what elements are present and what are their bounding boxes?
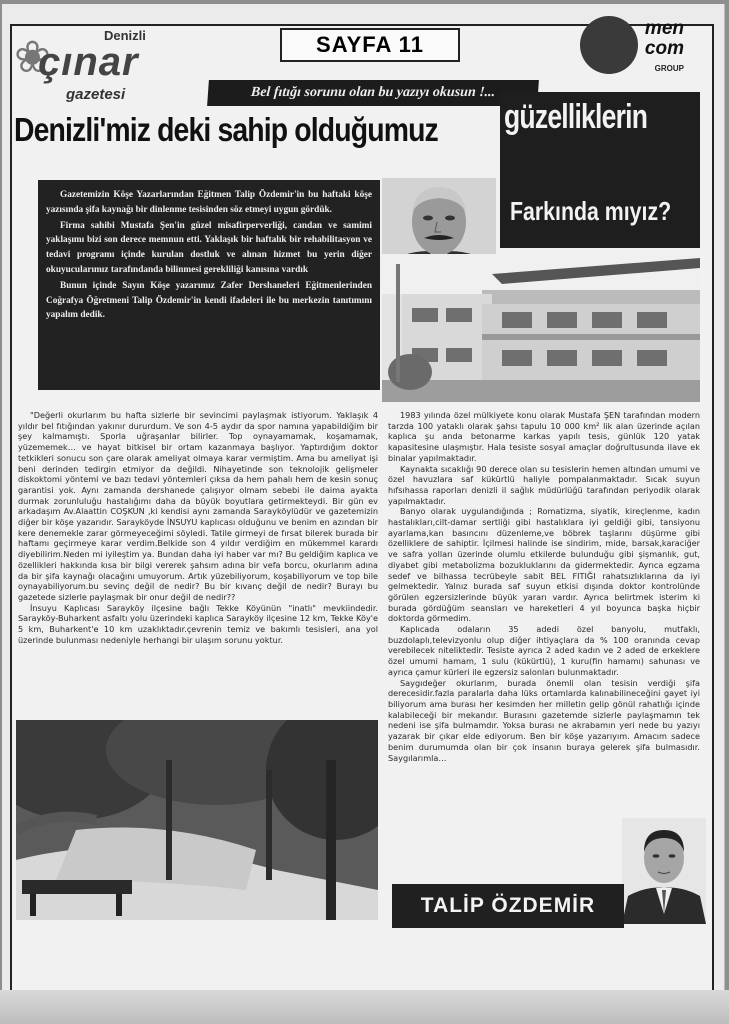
article-paragraph: 1983 yılında özel mülkiyete konu olarak Mustafa ŞEN tarafından modern tarzda 100 yataklı olarak şahsı tapulu 10 000 km² lik alan üzerinde açılan kaplıca şu anda betonarme karkas yapılı tesis, günlük 120 yatak kapasitesine ulaşmıştır. Hala tesiste sosyal amaçlar doğrultusunda ilave ek binalar yapılmaktadır. xyxy=(388,410,700,463)
article-paragraph: İnsuyu Kaplıcası Sarayköy ilçesine bağlı Tekke Köyünün "inatlı" mevkiindedir. Sarayköy-Buharkent asfaltı yolu üzerindeki kaplıca Sarayköy ilçesine 12 km, Tekke Köy'e 5 km, Buharkent'e 10 km uzaklıktadır.çevrenin temiz ve bakımlı tesisleri, ana yol üzerinde bulunması nedeniyle herhangi bir ulaşım sorunu yoktur. xyxy=(18,602,378,645)
mencom-logo xyxy=(580,16,690,76)
intro-paragraph: Bunun içinde Sayın Köşe yazarımız Zafer Dershaneleri Eğitmenlerinden Coğrafya Öğretmeni Talip Özdemir'in kendi ifadeleri ile bu merkezin tanıtımını yapalım dedik. xyxy=(46,280,372,321)
brand-line-3: GROUP xyxy=(654,64,684,73)
article-paragraph: Kaynakta sıcaklığı 90 derece olan su tesislerin hemen altından umumi ve özel havuzlara saf kükürtlü haliyle pompalanmaktadır. Sıcak suyun hıfsıhassa raporları denizli il sağlık müdürlüğü tarafından periyodik olarak yapılmaktadır. xyxy=(388,463,700,506)
author-portrait-photo xyxy=(622,818,706,924)
garden-photo xyxy=(16,720,378,920)
article-paragraph: Saygıdeğer okurlarım, burada önemli olan tesisin verdiği şifa derecesidir.fazla paralarla daha lüks ortamlarda kalınabilineceğini gayet iyi biliyorum ama burası her kesimden her milletin gelip gönül rahatlığı içinde kalabileceği bir mekandır. Burasını gazetemde sizlerle paylaşmamın tek nedeni ise şifa bulmamdır. Yoksa burası ne akrabamın yeri nede bu yazıyı yazarak bir çıkar elde ediyorum. Ben bir köşe yazarıyım. Amacım sadece benim durumumda olan bir çok insanın buraya gelerek şifa bulmasıdır. Saygılarımla… xyxy=(388,677,700,763)
page-number-label: SAYFA 11 xyxy=(280,28,460,62)
intro-paragraph: Firma sahibi Mustafa Şen'in güzel misafirperverliği, candan ve samimi yaklaşımı bizi son derece memnun etti. Yaklaşık bir haftalık bir rehabilitasyon ve tedavi programı içinde kurulan dostluk ve alınan hizmet bu yerin diğer okuyucularımız tarafındanda bilinmesi gerekliliği kanısına vardık xyxy=(46,220,372,275)
kicker-banner: Bel fıtığı sorunu olan bu yazıyı okusun !... xyxy=(207,80,539,106)
hotel-building-photo xyxy=(382,254,700,402)
logo-city: Denizli xyxy=(104,28,146,43)
brand-line-2: com xyxy=(644,38,684,59)
logo-name: çınar xyxy=(38,40,139,84)
intro-box xyxy=(38,180,380,390)
headline-boxed-word: güzelliklerin xyxy=(504,98,648,136)
logo-subtitle: gazetesi xyxy=(66,86,126,103)
page-shadow xyxy=(0,990,729,1024)
intro-paragraph: Gazetemizin Köşe Yazarlarından Eğitmen Talip Özdemir'in bu haftaki köşe yazısında şifa kaynağı bir dinlenme tesisinden söz etmeyi uygun gördük. xyxy=(46,190,372,215)
maple-leaf-icon: ❀ xyxy=(14,32,51,83)
headline-box xyxy=(500,92,700,248)
article-paragraph: Banyo olarak uygulandığında ; Romatizma, siyatik, kireçlenme, kadın hastalıkları,cilt-damar sertliği gibi hastalıklara iyi geldiği gibi, tansiyonu ayarlama,kan basıncını düzenleme,ve böbrek taşlarını düşürme gibi özelliklere de sahiptir. İçilmesi halinde ise sindirim, mide, barsak,karaciğer ve safra yolları üzerinde olumlu etkilerde bulunduğu gibi şişmanlık, gut, diyabet gibi metabolizma bozukluklarını da gidermektedir. Ayrıca egzama sedef ve bilhassa tecrübeyle sabit BEL FITIĞI rahatsızlıklarına da iyi gelmektedir. Yalnız burada saf suyun etkisi dışında doktor kontrolünde görülen egzersizlerinde büyük yararı vardır. Ayrıca belirtmek isterim ki burada gördüğüm seansları ve hareketleri 4 yıl boyunca başka hiçbir doktorda görmedim. xyxy=(388,506,700,624)
brand-circle-icon xyxy=(580,16,638,74)
cinar-gazetesi-logo xyxy=(14,22,184,103)
article-paragraph: "Değerli okurlarım bu hafta sizlerle bir sevincimi paylaşmak istiyorum. Yaklaşık 4 yıldır bel fıtığından yakınır dururdum. Ve son 4-5 aydır da spor namına yapabildiğim bir şey kalmamıştı. Sporla uğraşanlar bilirler. Top oynayamamak, koşamamak, yüzememek… ve hayat bitkisel bir ortam kazanmaya başlıyor. Yaptırdığım doktor tetkikleri sonucu son çare olarak ameliyat olmaya karar vermiştim. Ama bu ameliyat işi beni derinden tedirgin etmiyor da değildi. Nihayetinde son teknolojik gelişmeler diskoktomi yöntemi ve bazı tedavi yöntemleri çıksa da hem pahalı hem de kesin sonuç garantisi yok. Aynı zamanda dershanede çalışıyor olmam sebebi ile daima ayakta durmak zorunluluğu hastalığımı daha da büyük boyutlara getirmekteydi. Bir gün ev arkadaşım Av.Alaattin COŞKUN ,ki kendisi aynı zamanda Sarayköylüdür ve gazetemizin diğer bir köşe yazarıdır. Sarayköyde İNSUYU kaplıcası olduğunu ve benim en azından bir kere denemekle zarar görmeyeceğimi söyledi. Tatile girmeyi de fırsat bilerek burada bir haftamı geçirmeye karar verdim.Belkide son 4 yıldır verdiğim en mükemmel karardı diyebilirim.Neden mi iyileştim ya. Bundan daha iyi haber var mı? Bu geldiğim kaplıca ve özellikleri hakkında kısa bir bilgi vererek şahsım adına bir vefa borcu, okurlarım adına da bir şifa kaynağı olacağını umuyorum. Artık yüzebiliyorum, koşabiliyorum ve top bile oynayabiliyorum.bu sevinç değil de nedir? Bu bir kıvanç değil de nedir? Burayı bu gazetede sizlerle paylaşmak bir onur değil de nedir?? xyxy=(18,410,378,602)
headline-main: Denizli'miz deki sahip olduğumuz xyxy=(14,111,438,148)
article-column-left xyxy=(18,410,378,722)
brand-line-1: men xyxy=(644,18,684,39)
article-paragraph: Kaplıcada odaların 35 adedi özel banyolu, mutfaklı, buzdolaplı,televizyonlu olup diğer ihtiyaçlara da % 100 oranında cevap verebilecek niteliktedir. Tesiste ayrıca 2 aded kadın ve 2 aded de erkeklere özel umumi hamam, 1 sulu (kükürtlü), 1 kuru(fin hamamı) sahunası ve ayrıca çamur kürleri ile egzersiz salonları bulunmaktadır. xyxy=(388,624,700,677)
headline-question: Farkında mıyız? xyxy=(510,196,672,226)
author-name-banner: TALİP ÖZDEMİR xyxy=(392,884,624,928)
